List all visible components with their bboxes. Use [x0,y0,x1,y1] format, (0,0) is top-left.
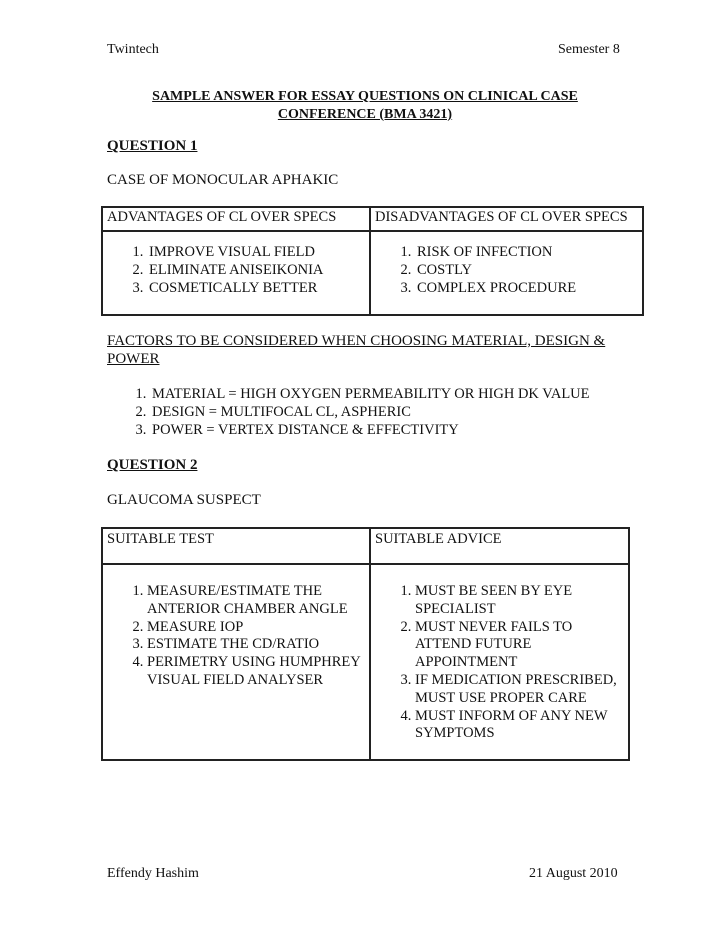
factors-heading-line-1: FACTORS TO BE CONSIDERED WHEN CHOOSING MATERIAL, DESIGN & [107,333,606,349]
q2-test-item: 4. PERIMETRY USING HUMPHREY VISUAL FIELD ANALYSER [147,654,365,690]
q2-advice-item: 2. MUST NEVER FAILS TO ATTEND FUTURE APPOINTMENT [415,619,624,672]
document-title [100,88,630,124]
q2-col1-header: SUITABLE TEST [102,528,370,564]
q1-disadvantage-item: 2. COSTLY [415,262,638,280]
question-2-table [101,527,630,761]
q1-advantage-item: 3. COSMETICALLY BETTER [147,280,365,298]
q1-disadvantage-item: 1. RISK OF INFECTION [415,244,638,262]
q2-test-item: 1. MEASURE/ESTIMATE THE ANTERIOR CHAMBER ANGLE [147,583,365,619]
header-left: Twintech [107,42,159,57]
question-2-case: GLAUCOMA SUSPECT [107,492,261,508]
q2-test-item: 2. MEASURE IOP [147,619,365,637]
title-line-1: SAMPLE ANSWER FOR ESSAY QUESTIONS ON CLINICAL CASE [152,89,578,104]
question-1-table [101,206,644,316]
title-line-2: CONFERENCE (BMA 3421) [277,107,453,122]
footer-left: Effendy Hashim [107,866,199,881]
question-2-heading: QUESTION 2 [107,457,198,473]
factor-item: 2. DESIGN = MULTIFOCAL CL, ASPHERIC [150,404,644,422]
factor-item: 3. POWER = VERTEX DISTANCE & EFFECTIVITY [150,422,644,440]
header-right: Semester 8 [558,42,620,57]
factors-list [104,386,644,439]
question-1-heading: QUESTION 1 [107,138,198,154]
q2-advice-item: 4. MUST INFORM OF ANY NEW SYMPTOMS [415,708,624,744]
q1-col1-body [102,231,370,315]
q1-col1-header: ADVANTAGES OF CL OVER SPECS [102,207,370,231]
q2-advice-item: 3. IF MEDICATION PRESCRIBED, MUST USE PROPER CARE [415,672,624,708]
factors-heading-line-2: POWER [107,351,160,367]
q2-advice-item: 1. MUST BE SEEN BY EYE SPECIALIST [415,583,624,619]
q1-advantage-item: 2. ELIMINATE ANISEIKONIA [147,262,365,280]
q2-test-item: 3. ESTIMATE THE CD/RATIO [147,636,365,654]
q2-col2-body [370,564,629,760]
q1-col2-body [370,231,643,315]
q2-col2-header: SUITABLE ADVICE [370,528,629,564]
q2-col1-body [102,564,370,760]
question-1-case: CASE OF MONOCULAR APHAKIC [107,172,339,188]
q1-disadvantage-item: 3. COMPLEX PROCEDURE [415,280,638,298]
footer-right: 21 August 2010 [529,866,618,881]
q1-advantage-item: 1. IMPROVE VISUAL FIELD [147,244,365,262]
q1-col2-header: DISADVANTAGES OF CL OVER SPECS [370,207,643,231]
factor-item: 1. MATERIAL = HIGH OXYGEN PERMEABILITY OR HIGH DK VALUE [150,386,644,404]
factors-heading [107,332,605,368]
